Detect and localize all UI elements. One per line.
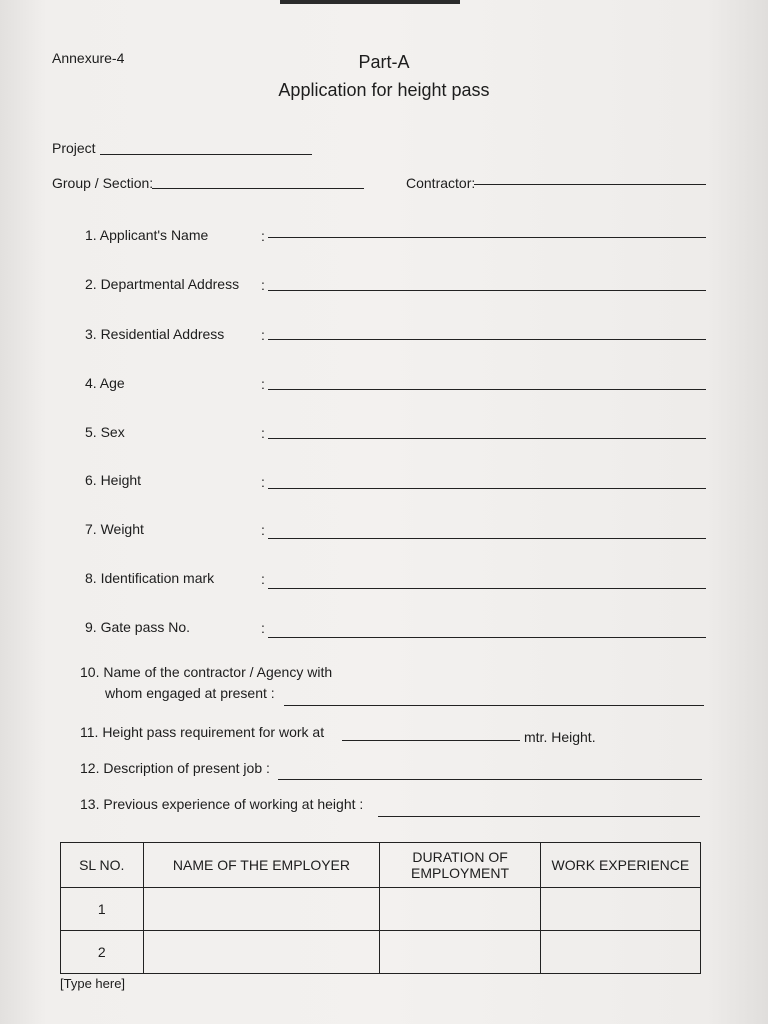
row-duration-cell[interactable] [380,931,540,974]
contractor-label: Contractor: [406,175,476,191]
row-sl-no: 1 [61,888,144,931]
field-label-7: 7. Weight [85,521,144,537]
field-colon: : [261,277,265,293]
item-13-label: 13. Previous experience of working at height : [80,796,364,812]
employment-table [60,842,701,974]
sex-field[interactable] [268,438,706,439]
item-10-label-line2: whom engaged at present : [105,685,275,701]
row-experience-cell[interactable] [540,931,700,974]
field-colon: : [261,571,265,587]
field-label-1: 1. Applicant's Name [85,227,209,243]
header-sl-no: SL NO. [61,843,144,888]
departmental-address-field[interactable] [268,290,706,291]
header-duration [380,843,540,888]
field-label-8: 8. Identification mark [85,570,215,586]
applicant-name-field[interactable] [268,237,706,238]
field-label-2: 2. Departmental Address [85,276,240,292]
group-section-field[interactable] [152,188,364,189]
field-colon: : [261,327,265,343]
annexure-label: Annexure-4 [52,50,125,66]
present-job-field[interactable] [278,779,702,780]
project-field[interactable] [100,154,312,155]
field-colon: : [261,228,265,244]
row-employer-cell[interactable] [143,931,380,974]
header-work-experience: WORK EXPERIENCE [540,843,700,888]
field-label-3: 3. Residential Address [85,326,225,342]
group-section-label: Group / Section: [52,175,154,191]
height-requirement-field[interactable] [342,740,520,741]
row-employer-cell[interactable] [143,888,380,931]
residential-address-field[interactable] [268,339,706,340]
field-colon: : [261,620,265,636]
item-12-label: 12. Description of present job : [80,760,270,776]
item-10-label-line1: 10. Name of the contractor / Agency with [80,664,333,680]
field-label-6: 6. Height [85,472,142,488]
contractor-agency-field[interactable] [284,705,704,706]
project-label: Project [52,140,96,156]
header-employer: NAME OF THE EMPLOYER [143,843,380,888]
form-title: Application for height pass [278,80,490,100]
contractor-field[interactable] [474,184,706,185]
field-colon: : [261,376,265,392]
field-colon: : [261,425,265,441]
row-experience-cell[interactable] [540,888,700,931]
height-field[interactable] [268,488,706,489]
identification-mark-field[interactable] [268,588,706,589]
previous-experience-field[interactable] [378,816,700,817]
footer-placeholder: [Type here] [60,976,126,991]
field-colon: : [261,474,265,490]
weight-field[interactable] [268,538,706,539]
part-heading: Part-A [358,52,410,72]
field-label-9: 9. Gate pass No. [85,619,191,635]
row-duration-cell[interactable] [380,888,540,931]
table-row [61,888,701,931]
field-colon: : [261,522,265,538]
gate-pass-field[interactable] [268,637,706,638]
item-11-label: 11. Height pass requirement for work at [80,724,325,740]
header-duration-line1: DURATION OF [412,849,508,865]
table-row [61,931,701,974]
row-sl-no: 2 [61,931,144,974]
item-11-unit: mtr. Height. [524,729,596,745]
table-header-row [61,843,701,888]
header-duration-line2: EMPLOYMENT [411,865,510,881]
field-label-5: 5. Sex [85,424,125,440]
scan-edge-mark [280,0,460,4]
age-field[interactable] [268,389,706,390]
field-label-4: 4. Age [85,375,125,391]
